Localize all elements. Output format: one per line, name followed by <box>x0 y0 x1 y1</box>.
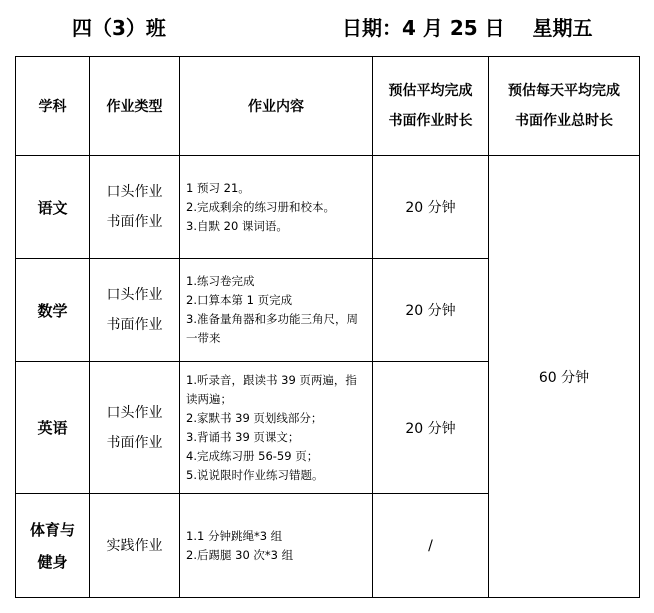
table-row <box>16 156 640 259</box>
header-total-line1: 预估每天平均完成 <box>508 83 620 99</box>
duration-cell: 20 分钟 <box>373 362 489 494</box>
content-line: 5.说说限时作业练习错题。 <box>186 467 324 482</box>
duration-cell: 20 分钟 <box>373 156 489 259</box>
subject-cell <box>16 494 90 598</box>
type-line: 口头作业 <box>106 184 163 200</box>
homework-table <box>15 56 640 598</box>
subject-line: 健身 <box>37 552 68 571</box>
content-line: 1.练习卷完成 <box>186 274 255 288</box>
content-cell <box>180 494 373 598</box>
header-total-line2: 书面作业总时长 <box>515 113 613 129</box>
header-total-duration <box>489 57 640 156</box>
content-line: 1 预习 21。 <box>186 180 250 195</box>
subject-cell: 语文 <box>16 156 90 259</box>
subject-cell: 数学 <box>16 259 90 362</box>
content-cell <box>180 259 373 362</box>
duration-cell: / <box>373 494 489 598</box>
type-line: 书面作业 <box>106 214 163 230</box>
type-cell <box>90 362 180 494</box>
header-avg-duration <box>373 57 489 156</box>
content-line: 2.家默书 39 页划线部分； <box>186 410 323 425</box>
content-line: 1.听录音，跟读书 39 页两遍，指读两遍； <box>186 372 357 406</box>
type-cell <box>90 156 180 259</box>
content-line: 2.完成剩余的练习册和校本。 <box>186 199 335 214</box>
content-line: 1.1 分钟跳绳*3 组 <box>186 528 283 543</box>
type-line: 书面作业 <box>106 434 163 451</box>
header-content: 作业内容 <box>180 57 373 156</box>
content-line: 3.自默 20 课词语。 <box>186 218 288 233</box>
subject-line: 体育与 <box>29 520 75 539</box>
total-duration-cell: 60 分钟 <box>489 156 640 598</box>
duration-cell: 20 分钟 <box>373 259 489 362</box>
content-line: 3.准备量角器和多功能三角尺，周一带来 <box>186 312 358 345</box>
header-avg-line1: 预估平均完成 <box>388 83 473 99</box>
type-cell: 实践作业 <box>90 494 180 598</box>
content-cell <box>180 156 373 259</box>
subject-cell: 英语 <box>16 362 90 494</box>
content-line: 2.口算本第 1 页完成 <box>186 293 293 307</box>
type-line: 书面作业 <box>106 317 163 333</box>
content-line: 2.后踢腿 30 次*3 组 <box>186 547 294 562</box>
header-subject: 学科 <box>16 57 90 156</box>
type-cell <box>90 259 180 362</box>
content-line: 4.完成练习册 56-59 页； <box>186 448 319 463</box>
content-line: 3.背诵书 39 页课文； <box>186 429 300 444</box>
header-type: 作业类型 <box>90 57 180 156</box>
type-line: 口头作业 <box>106 404 163 421</box>
content-cell <box>180 362 373 494</box>
type-line: 口头作业 <box>106 287 163 303</box>
date-line: 日期：4 月 25 日 星期五 <box>342 16 593 40</box>
page-header <box>0 8 654 42</box>
header-avg-line2: 书面作业时长 <box>388 113 473 129</box>
table-header-row <box>16 57 640 156</box>
class-name: 四（3）班 <box>72 16 166 40</box>
